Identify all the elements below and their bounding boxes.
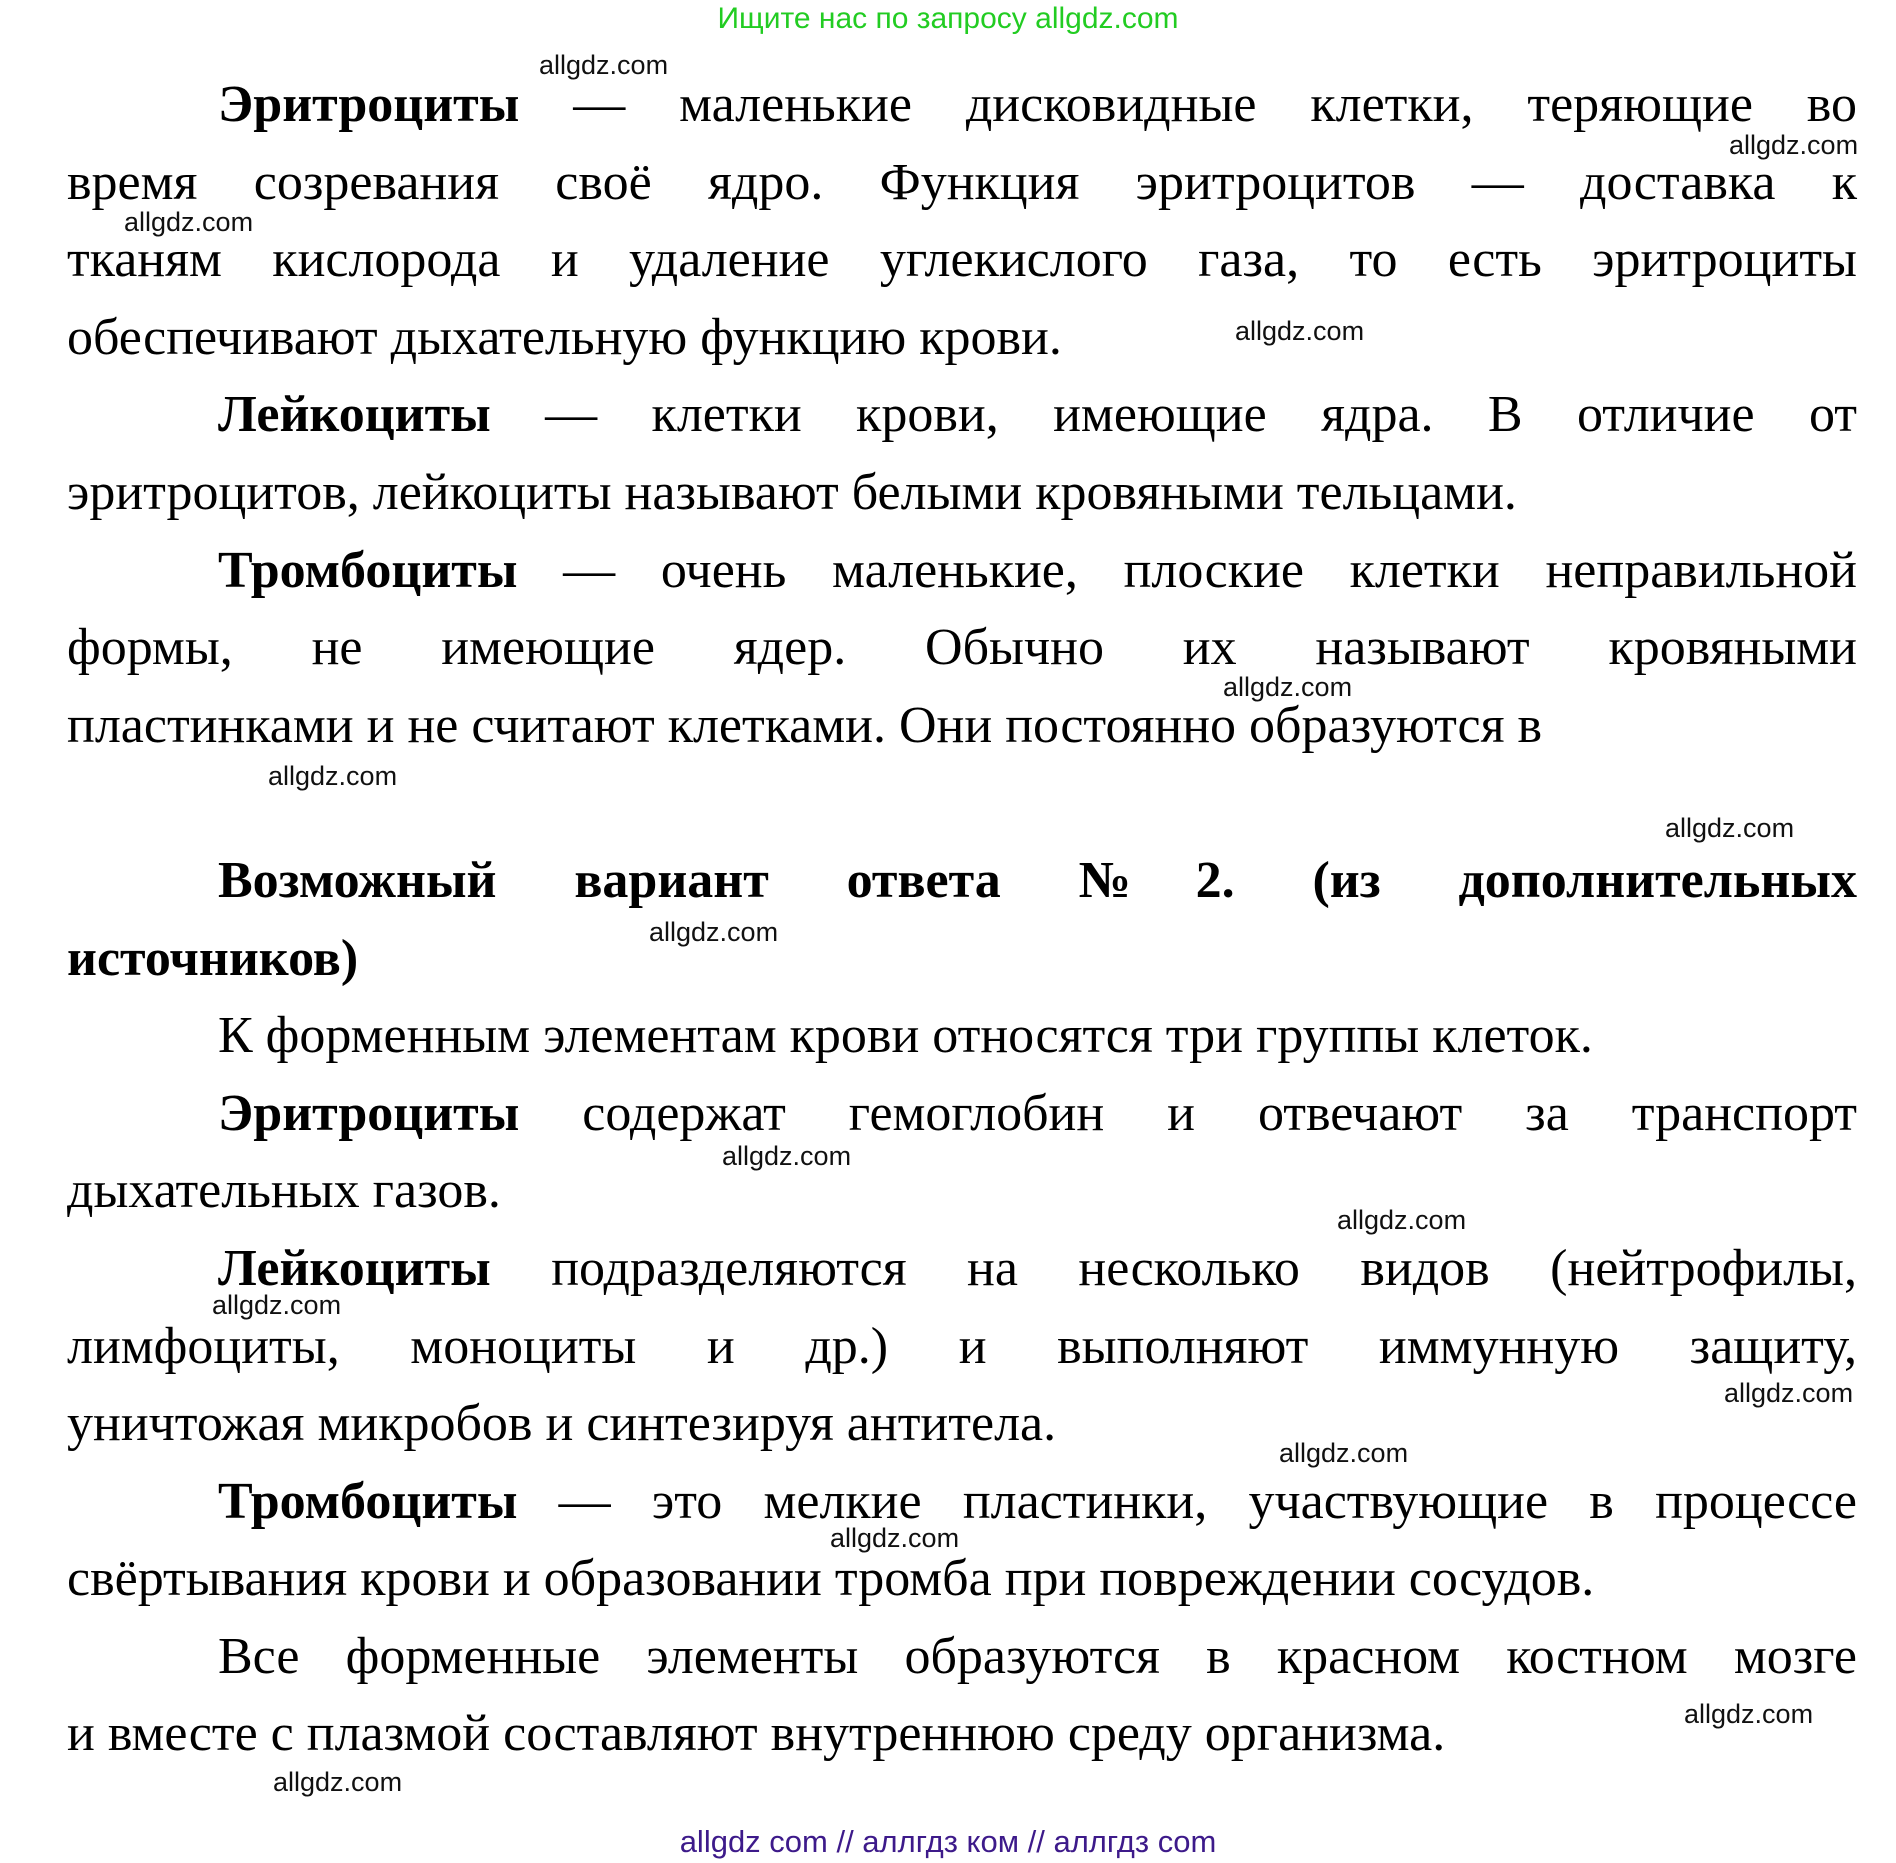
watermark: allgdz.com xyxy=(212,1290,342,1320)
text-line: Тромбоциты — это мелкие пластинки, участвующие в процессе xyxy=(218,1472,1857,1530)
text-line: Все форменные элементы образуются в красном костном мозге xyxy=(218,1627,1857,1685)
footer-links: allgdz com // аллгдз ком // аллгдз com xyxy=(679,1824,1217,1859)
text-line: Лейкоциты — клетки крови, имеющие ядра. В отличие от xyxy=(218,386,1857,444)
text-line: Тромбоциты — очень маленькие, плоские клетки неправильной xyxy=(218,541,1857,599)
text-line: Эритроциты — маленькие дисковидные клетки, теряющие во xyxy=(218,76,1857,133)
watermark: allgdz.com xyxy=(1724,1378,1854,1408)
document-body xyxy=(67,66,1857,1773)
watermark: allgdz.com xyxy=(124,207,254,237)
section-heading: источников) xyxy=(67,929,359,987)
search-banner: Ищите нас по запросу allgdz.com xyxy=(717,2,1179,35)
text-line: эритроцитов, лейкоциты называют белыми кровяными тельцами. xyxy=(67,463,1517,521)
text-line: время созревания своё ядро. Функция эритроцитов — доставка к xyxy=(67,153,1857,211)
text-line: пластинками и не считают клетками. Они постоянно образуются в xyxy=(67,696,1543,754)
text-line: формы, не имеющие ядер. Обычно их называют кровяными xyxy=(67,619,1857,677)
watermark: allgdz.com xyxy=(268,761,398,791)
watermark: allgdz.com xyxy=(1223,672,1353,702)
watermark: allgdz.com xyxy=(1729,130,1859,160)
watermark: allgdz.com xyxy=(830,1523,960,1553)
watermark: allgdz.com xyxy=(1337,1205,1467,1235)
text-line: свёртывания крови и образовании тромба при повреждении сосудов. xyxy=(67,1550,1595,1608)
text-line: К форменным элементам крови относятся три группы клеток. xyxy=(218,1007,1593,1065)
watermark: allgdz.com xyxy=(722,1141,852,1171)
text-line: лимфоциты, моноциты и др.) и выполняют иммунную защиту, xyxy=(67,1317,1857,1375)
text-line: Лейкоциты подразделяются на несколько видов (нейтрофилы, xyxy=(218,1239,1857,1297)
text-line: дыхательных газов. xyxy=(67,1162,501,1220)
text-line: обеспечивают дыхательную функцию крови. xyxy=(67,308,1062,366)
watermark: allgdz.com xyxy=(539,50,669,80)
text-line: Эритроциты содержат гемоглобин и отвечают за транспорт xyxy=(218,1084,1857,1142)
text-line: уничтожая микробов и синтезируя антитела. xyxy=(67,1395,1057,1453)
text-line: и вместе с плазмой составляют внутреннюю среду организма. xyxy=(67,1705,1446,1763)
watermark: allgdz.com xyxy=(273,1767,403,1797)
watermark: allgdz.com xyxy=(649,917,779,947)
section-heading: Возможный вариант ответа №2. (из дополнительных xyxy=(218,851,1857,909)
watermark: allgdz.com xyxy=(1684,1699,1814,1729)
text-line: тканям кислорода и удаление углекислого газа, то есть эритроциты xyxy=(67,231,1857,289)
watermark: allgdz.com xyxy=(1235,316,1365,346)
watermark: allgdz.com xyxy=(1279,1438,1409,1468)
watermark: allgdz.com xyxy=(1665,813,1795,843)
